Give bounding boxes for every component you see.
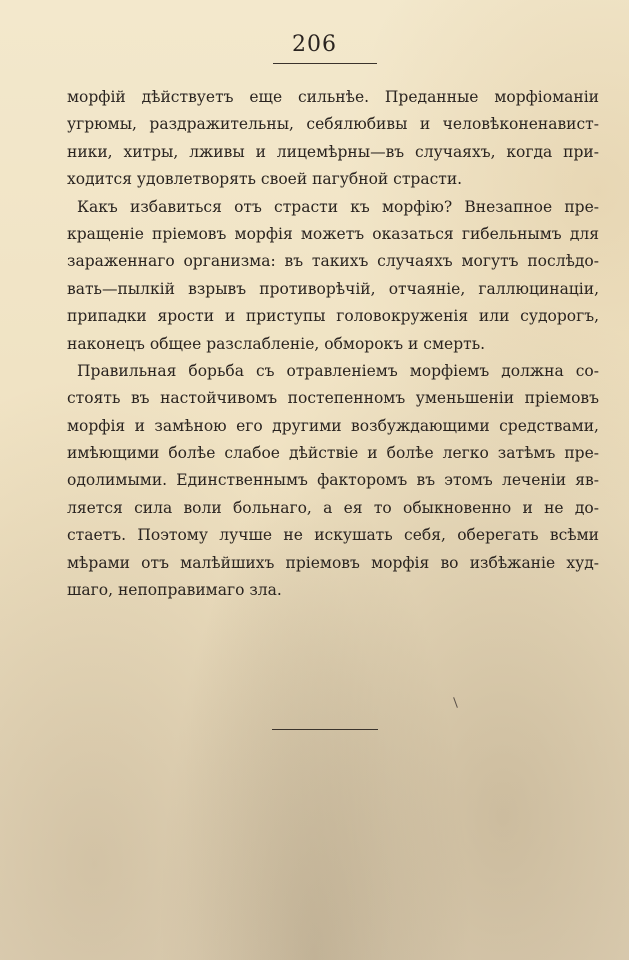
ink-speck <box>453 697 458 708</box>
text-line: мѣрами отъ малѣйшихъ пріемовъ морфія во избѣжаніе худ- <box>67 553 599 572</box>
text-line: шаго, непоправимаго зла. <box>67 581 282 600</box>
body-text <box>67 84 599 604</box>
text-line: угрюмы, раздражительны, себялюбивы и человѣконенавист- <box>67 115 599 134</box>
text-line: зараженнаго организма: въ такихъ случаяхъ могутъ послѣдо- <box>67 252 599 271</box>
text-line: ляется сила воли больнаго, а ея то обыкновенно и не до- <box>67 498 599 517</box>
footer-rule <box>272 729 378 730</box>
text-line: кращеніе пріемовъ морфія можетъ оказаться гибельнымъ для <box>67 224 599 243</box>
page-number: 206 <box>292 32 337 57</box>
text-line: морфія и замѣною его другими возбуждающими средствами, <box>67 416 599 435</box>
text-line: одолимыми. Единственнымъ факторомъ въ этомъ леченіи яв- <box>67 471 599 490</box>
text-line: вать—пылкій взрывъ противорѣчій, отчаяніе, галлюцинаціи, <box>67 279 599 298</box>
text-line: стоять въ настойчивомъ постепенномъ уменьшеніи пріемовъ <box>67 389 599 408</box>
text-line: припадки ярости и приступы головокруженія или судорогъ, <box>67 307 599 326</box>
text-line: ники, хитры, лживы и лицемѣрны—въ случаяхъ, когда при- <box>67 142 599 161</box>
text-line: стаетъ. Поэтому лучше не искушать себя, оберегать всѣми <box>67 526 599 545</box>
text-line: наконецъ общее разслабленіе, обморокъ и смерть. <box>67 334 486 353</box>
header-rule <box>273 63 377 64</box>
text-line: Какъ избавиться отъ страсти къ морфію? Внезапное пре- <box>77 197 599 216</box>
text-line: морфій дѣйствуетъ еще сильнѣе. Преданные морфіоманіи <box>67 88 599 106</box>
text-line: Правильная борьба съ отравленіемъ морфіемъ должна со- <box>77 361 599 380</box>
text-line: ходится удовлетворять своей пагубной страсти. <box>67 170 463 189</box>
text-line: имѣющими болѣе слабое дѣйствіе и болѣе легко затѣмъ пре- <box>67 444 599 463</box>
